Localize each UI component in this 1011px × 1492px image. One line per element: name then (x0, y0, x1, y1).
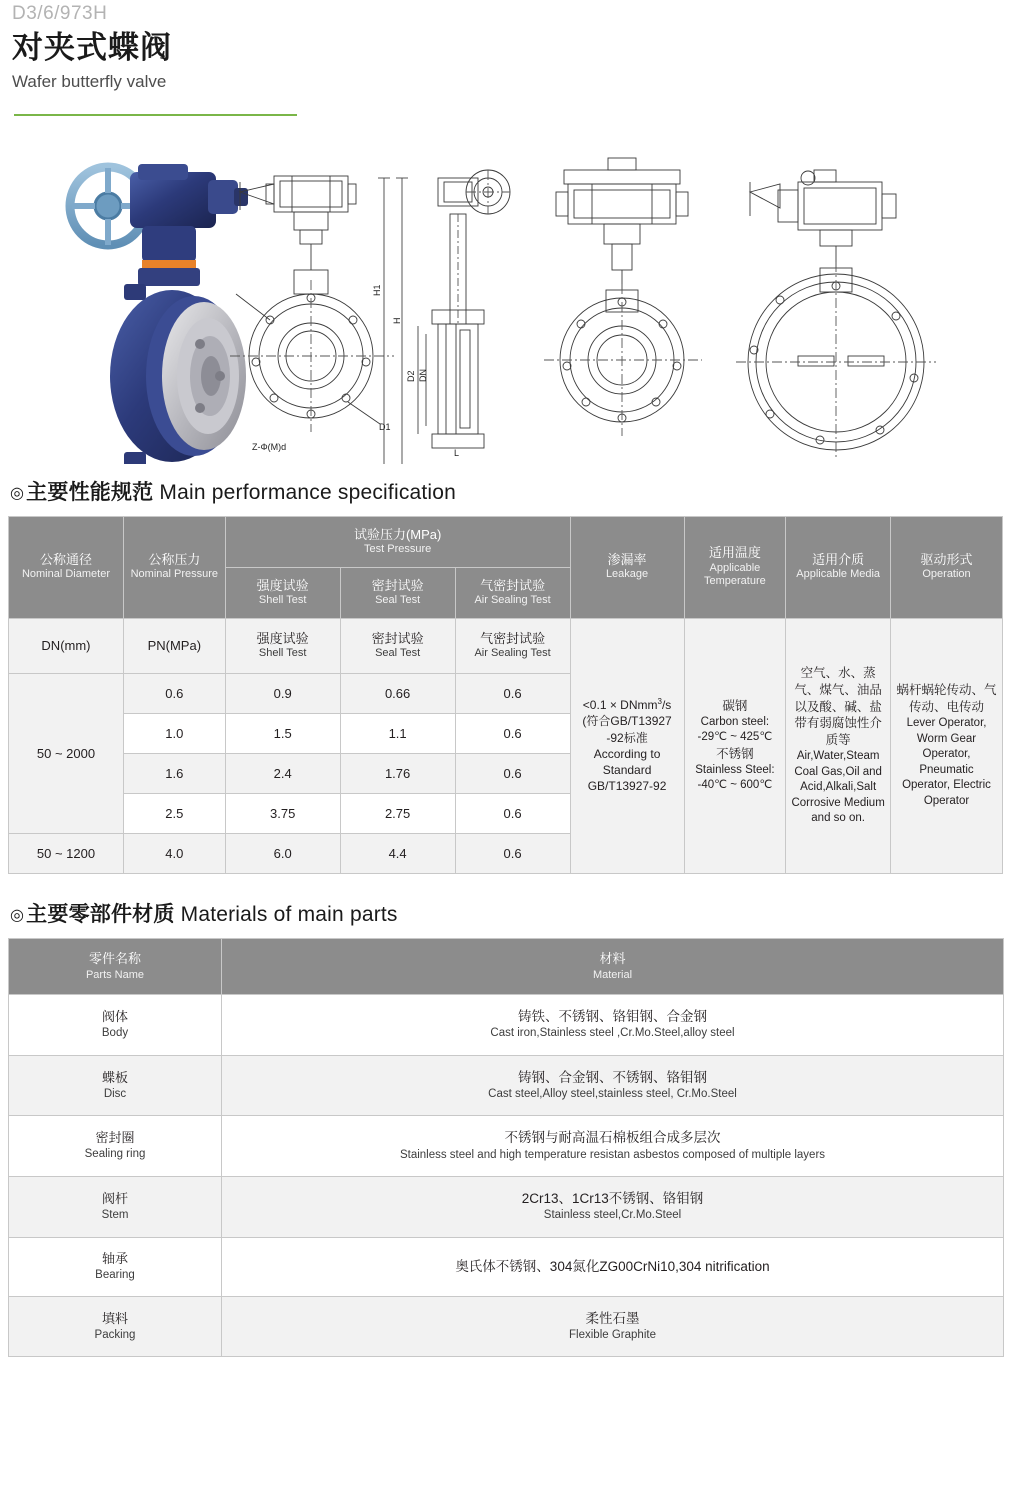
cell-shell-0: 0.9 (225, 673, 340, 713)
performance-unit-row (9, 618, 1003, 673)
cell-part-material-3: 2Cr13、1Cr13不锈钢、铬钼钢 Stainless steel,Cr.Mo.Steel (222, 1177, 1004, 1238)
cell-part-name-5: 填料 Packing (9, 1296, 222, 1357)
cell-part-name-3: 阀杆 Stem (9, 1177, 222, 1238)
page-title-en: Wafer butterfly valve (12, 71, 167, 91)
product-figure-group (8, 134, 1003, 464)
cell-seal-3: 2.75 (340, 793, 455, 833)
th-leakage: 渗漏率 Leakage (570, 516, 684, 618)
cell-pn-2: 1.6 (123, 753, 225, 793)
figure-label-l: L (454, 447, 460, 458)
th-applicable-temperature: 适用温度 Applicable Temperature (684, 516, 786, 618)
drawing-pneumatic-view (544, 158, 702, 436)
cell-seal-2: 1.76 (340, 753, 455, 793)
th-parts-name: 零件名称 Parts Name (9, 938, 222, 994)
figure-label-d1: D1 (379, 421, 391, 432)
cell-leakage-value: <0.1 × DNmm$^3$/s (符合GB/T13927 -92标准 According to Standard GB/T13927-92 (570, 618, 684, 873)
page-header (8, 0, 1003, 116)
cell-pn-4: 4.0 (123, 833, 225, 873)
table-row (9, 994, 1004, 1055)
figure-label-dn: DN (418, 368, 428, 382)
table-row (9, 1177, 1004, 1238)
materials-section-heading (10, 898, 1003, 928)
cell-dn-range-2: 50 ~ 1200 (9, 833, 124, 873)
section-bullet-icon: ◎ (10, 484, 25, 502)
cell-shell-2: 2.4 (225, 753, 340, 793)
th-air-sealing-test: 气密封试验 Air Sealing Test (455, 567, 570, 618)
drawing-electric-view (736, 170, 936, 460)
unit-dn: DN(mm) (9, 618, 124, 673)
cell-part-name-4: 轴承 Bearing (9, 1237, 222, 1296)
table-row (9, 1055, 1004, 1116)
figure-label-h: H (392, 317, 402, 324)
cell-air-1: 0.6 (455, 713, 570, 753)
section-bullet-icon: ◎ (10, 906, 25, 924)
performance-table (8, 516, 1003, 874)
table-row (9, 1296, 1004, 1357)
table-row (9, 1116, 1004, 1177)
cell-shell-1: 1.5 (225, 713, 340, 753)
cell-part-name-2: 密封圈 Sealing ring (9, 1116, 222, 1177)
unit-shell: 强度试验 Shell Test (225, 618, 340, 673)
performance-heading-en: Main performance specification (159, 480, 457, 504)
th-nominal-diameter: 公称通径 Nominal Diameter (9, 516, 124, 618)
cell-part-material-1: 铸钢、合金钢、不锈钢、铬钼钢 Cast steel,Alloy steel,stainless steel, Cr.Mo.Steel (222, 1055, 1004, 1116)
unit-air: 气密封试验 Air Sealing Test (455, 618, 570, 673)
cell-temperature-value: 碳钢 Carbon steel: -29℃ ~ 425℃ 不锈钢 Stainless Steel: -40℃ ~ 600℃ (684, 618, 786, 873)
cell-shell-4: 6.0 (225, 833, 340, 873)
figure-label-bolt-circle: Z-Φ(M)d (252, 441, 287, 452)
cell-air-4: 0.6 (455, 833, 570, 873)
th-operation: 驱动形式 Operation (891, 516, 1003, 618)
cell-media-value: 空气、水、蒸气、煤气、油品以及酸、碱、盐带有弱腐蚀性介质等 Air,Water,Steam Coal Gas,Oil and Acid,Alkali,Salt Corrosive Medium and so on. (786, 618, 891, 873)
cell-part-name-1: 蝶板 Disc (9, 1055, 222, 1116)
cell-seal-1: 1.1 (340, 713, 455, 753)
drawing-front-view (230, 176, 408, 464)
cell-part-material-5: 柔性石墨 Flexible Graphite (222, 1296, 1004, 1357)
materials-table (8, 938, 1004, 1358)
model-code: D3/6/973H (12, 3, 108, 24)
th-applicable-media: 适用介质 Applicable Media (786, 516, 891, 618)
figure-label-h1: H1 (372, 284, 382, 296)
cell-part-material-0: 铸铁、不锈钢、铬钼钢、合金钢 Cast iron,Stainless steel ,Cr.Mo.Steel,alloy steel (222, 994, 1004, 1055)
cell-dn-range-1: 50 ~ 2000 (9, 673, 124, 833)
table-row (9, 1237, 1004, 1296)
th-seal-test: 密封试验 Seal Test (340, 567, 455, 618)
cell-shell-3: 3.75 (225, 793, 340, 833)
drawing-side-section (418, 170, 510, 448)
figure-label-d2: D2 (406, 370, 416, 382)
th-material: 材料 Material (222, 938, 1004, 994)
cell-air-3: 0.6 (455, 793, 570, 833)
cell-air-0: 0.6 (455, 673, 570, 713)
performance-header-row (9, 516, 1003, 567)
materials-heading-cn: 主要零部件材质 (26, 902, 175, 926)
materials-header-row (9, 938, 1004, 994)
th-test-pressure: 试验压力(MPa) Test Pressure (225, 516, 570, 567)
valve-photo (70, 164, 248, 464)
figure-svg (8, 134, 1008, 464)
cell-part-name-0: 阀体 Body (9, 994, 222, 1055)
title-underline-rule (14, 114, 297, 116)
cell-pn-1: 1.0 (123, 713, 225, 753)
cell-air-2: 0.6 (455, 753, 570, 793)
cell-part-material-4: 奥氏体不锈钢、304氮化ZG00CrNi10,304 nitrification (222, 1237, 1004, 1296)
unit-pn: PN(MPa) (123, 618, 225, 673)
th-nominal-pressure: 公称压力 Nominal Pressure (123, 516, 225, 618)
cell-part-material-2: 不锈钢与耐高温石棉板组合成多层次 Stainless steel and high temperature resistan asbestos composed of multiple layers (222, 1116, 1004, 1177)
cell-seal-0: 0.66 (340, 673, 455, 713)
performance-section-heading (10, 476, 1003, 506)
cell-seal-4: 4.4 (340, 833, 455, 873)
th-shell-test: 强度试验 Shell Test (225, 567, 340, 618)
cell-pn-3: 2.5 (123, 793, 225, 833)
cell-pn-0: 0.6 (123, 673, 225, 713)
performance-heading-cn: 主要性能规范 (26, 480, 154, 504)
cell-operation-value: 蜗杆蜗轮传动、气传动、电传动 Lever Operator, Worm Gear Operator, Pneumatic Operator, Electric Operator (891, 618, 1003, 873)
page-title-cn: 对夹式蝶阀 (12, 29, 172, 65)
unit-seal: 密封试验 Seal Test (340, 618, 455, 673)
materials-heading-en: Materials of main parts (180, 902, 398, 926)
